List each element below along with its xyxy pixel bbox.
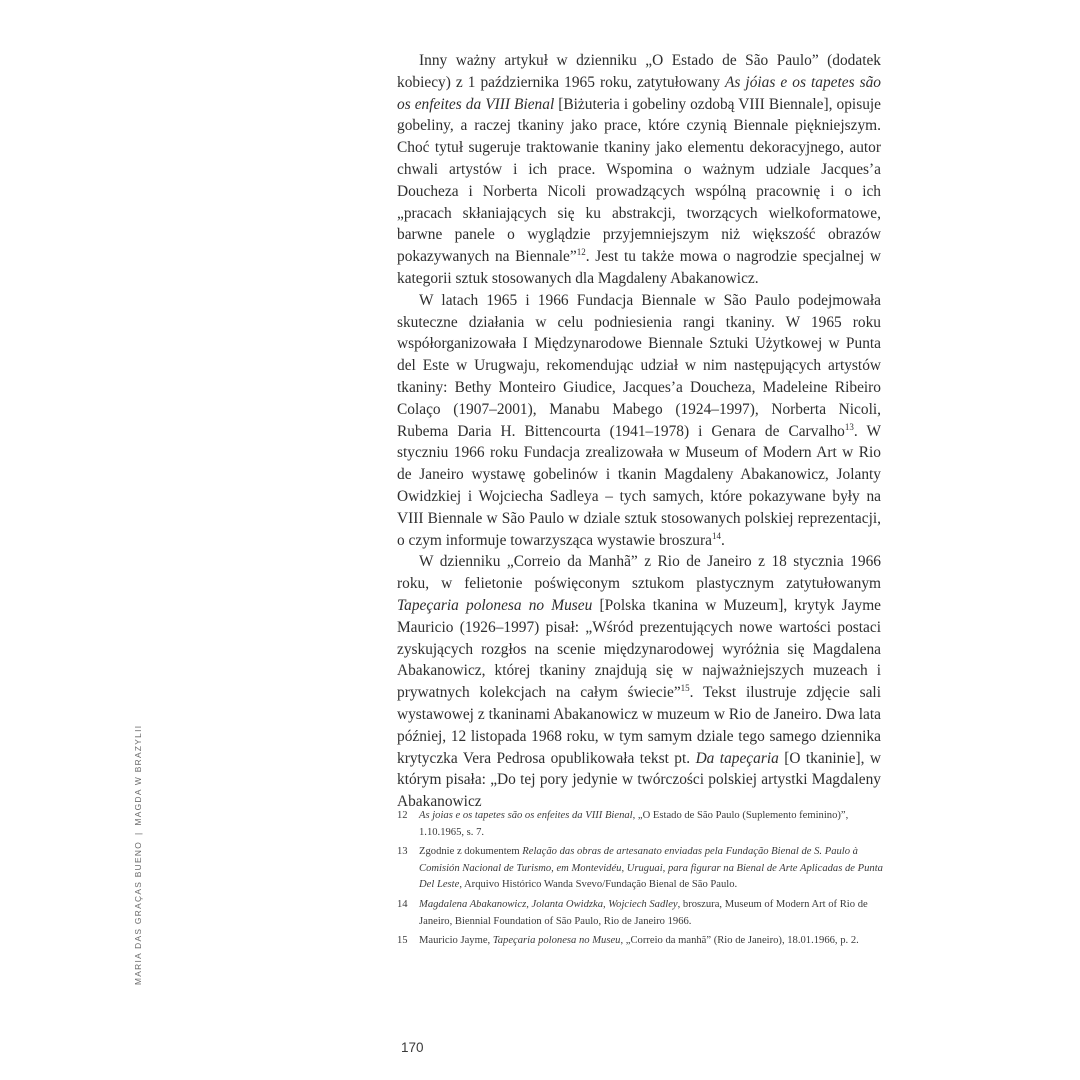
text-run: W dzienniku „Correio da Manhã” z Rio de Janeiro z 18 stycznia 1966 roku, w felietonie poświęconym sztukom plastycznym zatytułowanym: [397, 553, 881, 593]
running-head-author: MARIA DAS GRAÇAS BUENO: [133, 840, 143, 985]
text-run: , Arquivo Histórico Wanda Svevo/Fundação Bienal de São Paulo.: [459, 879, 738, 891]
text-run: Mauricio Jayme,: [419, 935, 493, 947]
footnote-ref[interactable]: 15: [680, 683, 690, 694]
running-head-book-title: MAGDA W BRAZYLII: [133, 724, 143, 826]
text-run: , „O Estado de São Paulo (Suplemento feminino)”, 1.10.1965, s. 7.: [419, 810, 849, 838]
paragraph: [397, 50, 881, 290]
footnote-number: 14: [397, 898, 408, 910]
main-text: [397, 50, 881, 813]
text-run: W latach 1965 i 1966 Fundacja Biennale w São Paulo podejmowała skuteczne działania w celu podniesienia rangi tkaniny. W 1965 roku współorganizowała I Międzynarodowe Biennale Sztuki Użytkowej w Punta del Este w Urugwaju, rekomendując udział w nim następujących artystów tkaniny: Bethy Monteiro Giudice, Jacques’a Doucheza, Madeleine Ribeiro Colaço (1907–2001), Manabu Mabego (1924–1997), Norberta Nicoli, Rubema Daria H. Bittencourta (1941–1978) i Genara de Carvalho: [397, 291, 881, 440]
text-run: , broszura, Museum of Modern Art of Rio de Janeiro, Biennial Foundation of São Paulo, Rio de Janeiro 1966.: [419, 898, 868, 927]
footnote-item: [397, 808, 883, 841]
text-run: .: [720, 531, 725, 549]
text-run: [Polska tkanina w Muzeum], krytyk Jayme Mauricio (1926–1997) pisał: „Wśród prezentujących nowe wartości postaci zyskujących rozgłos na scenie międzynarodowej wyróżnia się Magdalena Abakanowicz, której tkaniny znajdują się w najważniejszych muzeach i prywatnych kolekcjach na całym świecie”: [397, 596, 881, 702]
footnote-item: [397, 844, 883, 894]
running-head: [133, 725, 143, 985]
italic-title: As jóias e os tapetes são os enfeites da VIII Bienal: [397, 73, 881, 113]
italic-title: As joias e os tapetes são os enfeites da VIII Bienal: [419, 810, 633, 821]
footnote-item: [397, 933, 883, 950]
footnotes: [397, 808, 883, 953]
text-run: [Biżuteria i gobeliny ozdobą VIII Biennale], opisuje gobeliny, a raczej tkaniny jako prace, które czynią Biennale piękniejszym. Choć tytuł sugeruje traktowanie tkaniny jako elementu dekoracyjnego, autor chwali artystów i ich prace. Wspomina o ważnym udziale Jacques’a Doucheza i Norberta Nicoli prowadzących wspólną pracownię i o ich „pracach skłaniających się ku abstrakcji, tworzących wielkoformatowe, barwne panele o wyglądzie przyjemniejszym niż większość obrazów pokazywanych na Biennale”: [397, 95, 881, 266]
text-run: Inny ważny artykuł w dzienniku „O Estado de São Paulo” (dodatek kobiecy) z 1 października 1965 roku, zatytułowany: [397, 52, 881, 91]
page-number: 170: [401, 1040, 424, 1055]
text-run: . Tekst ilustruje zdjęcie sali wystawowej z tkaninami Abakanowicz w muzeum w Rio de Janeiro. Dwa lata później, 12 listopada 1968 roku, w tym samym dziale tego samego dziennika krytyczka Vera Pedrosa opublikowała tekst pt.: [397, 684, 881, 767]
italic-title: Da tapeçaria: [695, 749, 779, 767]
paragraph: [397, 551, 881, 813]
running-head-separator: |: [133, 831, 143, 835]
footnote-item: [397, 897, 883, 930]
text-run: . Jest tu także mowa o nagrodzie specjalnej w kategorii sztuk stosowanych dla Magdaleny Abakanowicz.: [397, 248, 881, 287]
text-run: . W styczniu 1966 roku Fundacja zrealizowała w Museum of Modern Art w Rio de Janeiro wystawę gobelinów i tkanin Magdaleny Abakanowicz, Jolanty Owidzkiej i Wojciecha Sadleya – tych samych, które pokazywane były na VIII Biennale w São Paulo w dziale sztuk stosowanych polskiej reprezentacji, o czym informuje towarzysząca wystawie broszura: [397, 422, 881, 549]
paragraph: [397, 290, 881, 552]
italic-title: Tapeçaria polonesa no Museu: [397, 596, 593, 614]
text-run: , „Correio da manhã” (Rio de Janeiro), 18.01.1966, p. 2.: [620, 935, 859, 947]
footnote-ref[interactable]: 13: [844, 421, 854, 432]
text-run: Zgodnie z dokumentem: [419, 846, 523, 858]
italic-title: Magdalena Abakanowicz, Jolanta Owidzka, Wojciech Sadley: [419, 898, 678, 910]
footnote-ref[interactable]: 14: [711, 530, 721, 541]
text-run: [O tkaninie], w którym pisała: „Do tej pory jedynie w twórczości polskiej artystki Magdaleny Abakanowicz: [397, 749, 881, 811]
footnote-number: 13: [397, 846, 408, 858]
italic-title: Tapeçaria polonesa no Museu: [492, 935, 621, 947]
footnote-number: 15: [397, 935, 408, 947]
footnote-ref[interactable]: 12: [576, 247, 586, 258]
footnote-number: 12: [397, 810, 408, 821]
italic-title: Relação das obras de artesanato enviadas pela Fundação Bienal de S. Paulo à Comisión Nacional de Turismo, em Montevidéu, Uruguai, para figurar na Bienal de Arte Aplicadas de Punta Del Leste: [419, 846, 883, 891]
